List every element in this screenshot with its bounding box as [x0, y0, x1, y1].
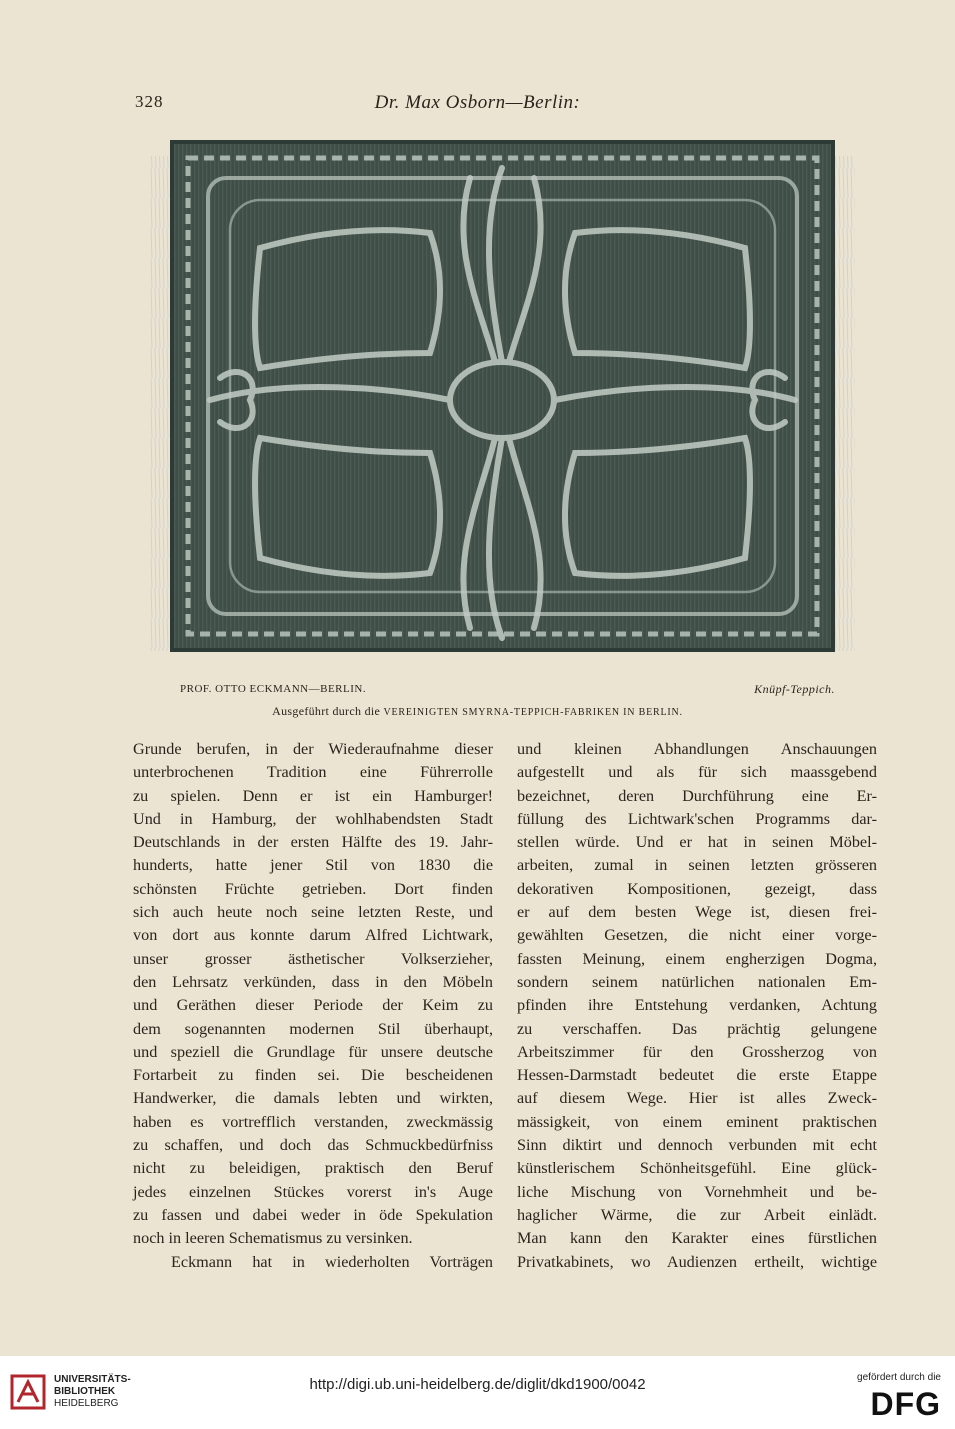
text-line: künstlerischem Schönheitsgefühl. Eine glück- — [517, 1159, 877, 1178]
text-line: jedes einzelnen Stückes vorerst in's Auge — [133, 1182, 493, 1201]
text-line: zu schaffen, und doch das Schmuckbedürfniss — [133, 1136, 493, 1155]
text-line: aufgestellt und als für sich maassgebend — [517, 763, 877, 782]
text-line: mässigkeit, von einem eminent praktischen — [517, 1112, 877, 1131]
text-line: Handwerker, die damals lebten und wirkten, — [133, 1089, 493, 1108]
text-line: füllung des Lichtwark'schen Programms dar- — [517, 809, 877, 828]
text-line: Man kann den Karakter eines fürstlichen — [517, 1229, 877, 1248]
text-line: und Geräthen dieser Periode der Keim zu — [133, 996, 493, 1015]
funding-label: gefördert durch die — [857, 1372, 941, 1383]
text-line: dem sogenannten modernen Stil überhaupt, — [133, 1019, 493, 1038]
text-line: hunderts, hatte jener Stil von 1830 die — [133, 856, 493, 875]
text-line: Grunde berufen, in der Wiederaufnahme dieser — [133, 740, 493, 758]
text-line: und kleinen Abhandlungen Anschauungen — [517, 740, 877, 758]
text-line: pfinden ihre Entstehung verdanken, Achtung — [517, 996, 877, 1015]
text-line: er auf dem besten Wege ist, diesen frei- — [517, 903, 877, 922]
carpet-illustration — [150, 138, 855, 668]
text-line: nicht zu beleidigen, praktisch den Beruf — [133, 1159, 493, 1178]
library-name-line: HEIDELBERG — [54, 1398, 119, 1409]
caption-object: Knüpf-Teppich. — [754, 682, 835, 696]
caption-manufacturer — [0, 704, 955, 719]
text-line: sich auch heute noch seine letzten Reste, und — [133, 903, 493, 922]
text-line: Und in Hamburg, der wohlhabendsten Stadt — [133, 809, 493, 828]
text-line: zu verschaffen. Das prächtig gelungene — [517, 1019, 877, 1038]
dfg-logo: DFG — [870, 1386, 941, 1422]
text-column-left — [133, 738, 493, 1274]
text-line: bezeichnet, deren Durchführung eine Er- — [517, 786, 877, 805]
text-line: Privatkabinets, wo Audienzen ertheilt, wichtige — [517, 1252, 877, 1271]
caption-artist: PROF. OTTO ECKMANN—BERLIN. — [180, 683, 367, 695]
text-line: arbeiten, zumal in seinen letzten grösseren — [517, 856, 877, 875]
text-line: sondern seinem natürlichen nationalen Em- — [517, 972, 877, 991]
text-line: liche Mischung von Vornehmheit und be- — [517, 1182, 877, 1201]
text-line: dekorativen Kompositionen, gezeigt, dass — [517, 879, 877, 898]
text-line: den Lehrsatz verkünden, dass in den Möbeln — [133, 972, 493, 991]
text-line: und speziell die Grundlage für unsere deutsche — [133, 1042, 493, 1061]
text-line: schönsten Früchte getrieben. Dort finden — [133, 879, 493, 898]
text-line: fassten Meinung, einem engherzigen Dogma, — [517, 949, 877, 968]
caption-sub-prefix: Ausgeführt durch die — [272, 704, 381, 718]
text-line: haben es vortrefflich verstanden, zweckmässig — [133, 1112, 493, 1131]
text-line: Arbeitszimmer für den Grossherzog von — [517, 1042, 877, 1061]
text-line: Deutschlands in der ersten Hälfte des 19. Jahr- — [133, 833, 493, 852]
running-title: Dr. Max Osborn—Berlin: — [374, 92, 581, 113]
text-line: von dort aus konnte darum Alfred Lichtwark, — [133, 926, 493, 945]
text-line: noch in leeren Schematismus zu versinken. — [133, 1229, 413, 1248]
permalink-url[interactable]: http://digi.ub.uni-heidelberg.de/diglit/dkd1900/0042 — [309, 1376, 646, 1393]
viewer-footer — [0, 1356, 955, 1429]
text-line: unterbrochenen Tradition eine Führerrolle — [133, 763, 493, 782]
text-line: Fortarbeit zu finden sei. Die bescheidenen — [133, 1066, 493, 1085]
text-line: Hessen-Darmstadt bedeutet die erste Etappe — [517, 1066, 877, 1085]
text-line: Eckmann hat in wiederholten Vorträgen — [171, 1252, 493, 1271]
text-line: auf diesem Wege. Hier ist alles Zweck- — [517, 1089, 877, 1108]
page-number: 328 — [135, 92, 164, 111]
text-line: gewählten Gesetzen, die nicht einer vorge- — [517, 926, 877, 945]
caption-sub-company: VEREINIGTEN SMYRNA-TEPPICH-FABRIKEN IN BERLIN. — [383, 707, 683, 718]
text-column-right — [517, 738, 877, 1274]
library-name-line: BIBLIOTHEK — [54, 1386, 116, 1397]
library-name-line: UNIVERSITÄTS- — [54, 1374, 131, 1385]
text-line: zu fassen und dabei weder in öde Spekulation — [133, 1205, 493, 1224]
text-line: haglicher Wärme, die zur Arbeit einlädt. — [517, 1205, 877, 1224]
text-line: Sinn diktirt und dennoch verbunden mit echt — [517, 1136, 877, 1155]
text-line: stellen würde. Und er hat in seinen Möbel- — [517, 833, 877, 852]
text-line: unser grosser ästhetischer Volkserzieher, — [133, 949, 493, 968]
text-line: zu spielen. Denn er ist ein Hamburger! — [133, 786, 493, 805]
